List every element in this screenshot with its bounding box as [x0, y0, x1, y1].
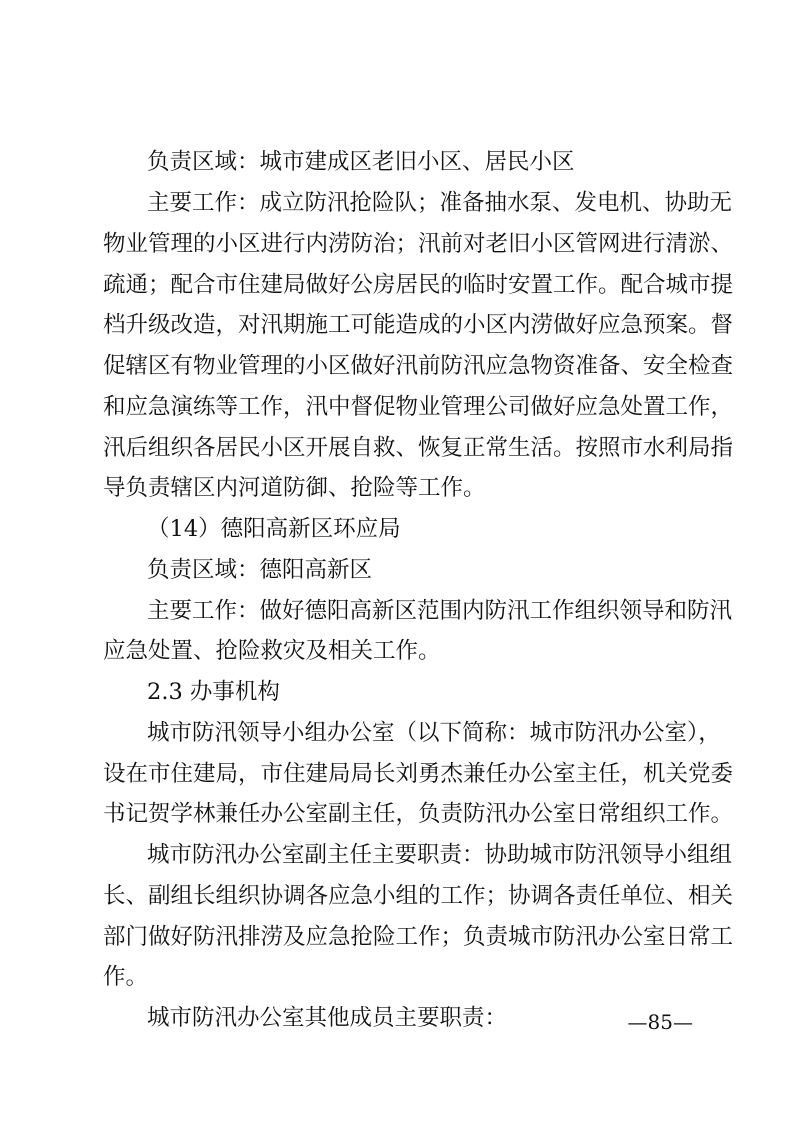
text-line: 主要工作：成立防汛抢险队；准备抽水泵、发电机、协助无 [147, 190, 733, 216]
text-line: 汛后组织各居民小区开展自救、恢复正常生活。按照市水利局指 [103, 435, 734, 461]
text-line: 和应急演练等工作，汛中督促物业管理公司做好应急处置工作， [103, 394, 734, 420]
text-line: 应急处置、抢险救灾及相关工作。 [103, 638, 441, 664]
page-number: —85— [627, 1010, 693, 1034]
text-line: 书记贺学林兼任办公室副主任，负责防汛办公室日常组织工作。 [103, 801, 734, 827]
text-line: 导负责辖区内河道防御、抢险等工作。 [103, 475, 486, 501]
text-line: 作。 [103, 964, 149, 990]
text-line: 长、副组长组织协调各应急小组的工作；协调各责任单位、相关 [103, 883, 734, 909]
section-heading: 2.3 办事机构 [147, 679, 280, 705]
text-line: 负责区域：城市建成区老旧小区、居民小区 [147, 149, 575, 175]
text-line: 疏通；配合市住建局做好公房居民的临时安置工作。配合城市提 [103, 272, 734, 298]
text-line: 城市防汛办公室其他成员主要职责： [147, 1005, 508, 1031]
text-line: 城市防汛办公室副主任主要职责：协助城市防汛领导小组组 [147, 842, 733, 868]
section-heading: （14）德阳高新区环应局 [147, 516, 401, 542]
text-line: 设在市住建局，市住建局局长刘勇杰兼任办公室主任，机关党委 [103, 761, 734, 787]
text-line: 主要工作：做好德阳高新区范围内防汛工作组织领导和防汛 [147, 598, 733, 624]
text-line: 档升级改造，对汛期施工可能造成的小区内涝做好应急预案。督 [103, 312, 734, 338]
text-line: 物业管理的小区进行内涝防治；汛前对老旧小区管网进行清淤、 [103, 231, 734, 257]
text-line: 城市防汛领导小组办公室（以下简称：城市防汛办公室）， [147, 720, 721, 746]
text-line: 负责区域：德阳高新区 [147, 557, 373, 583]
text-line: 促辖区有物业管理的小区做好汛前防汛应急物资准备、安全检查 [103, 353, 734, 379]
text-line: 部门做好防汛排涝及应急抢险工作；负责城市防汛办公室日常工 [103, 924, 734, 950]
